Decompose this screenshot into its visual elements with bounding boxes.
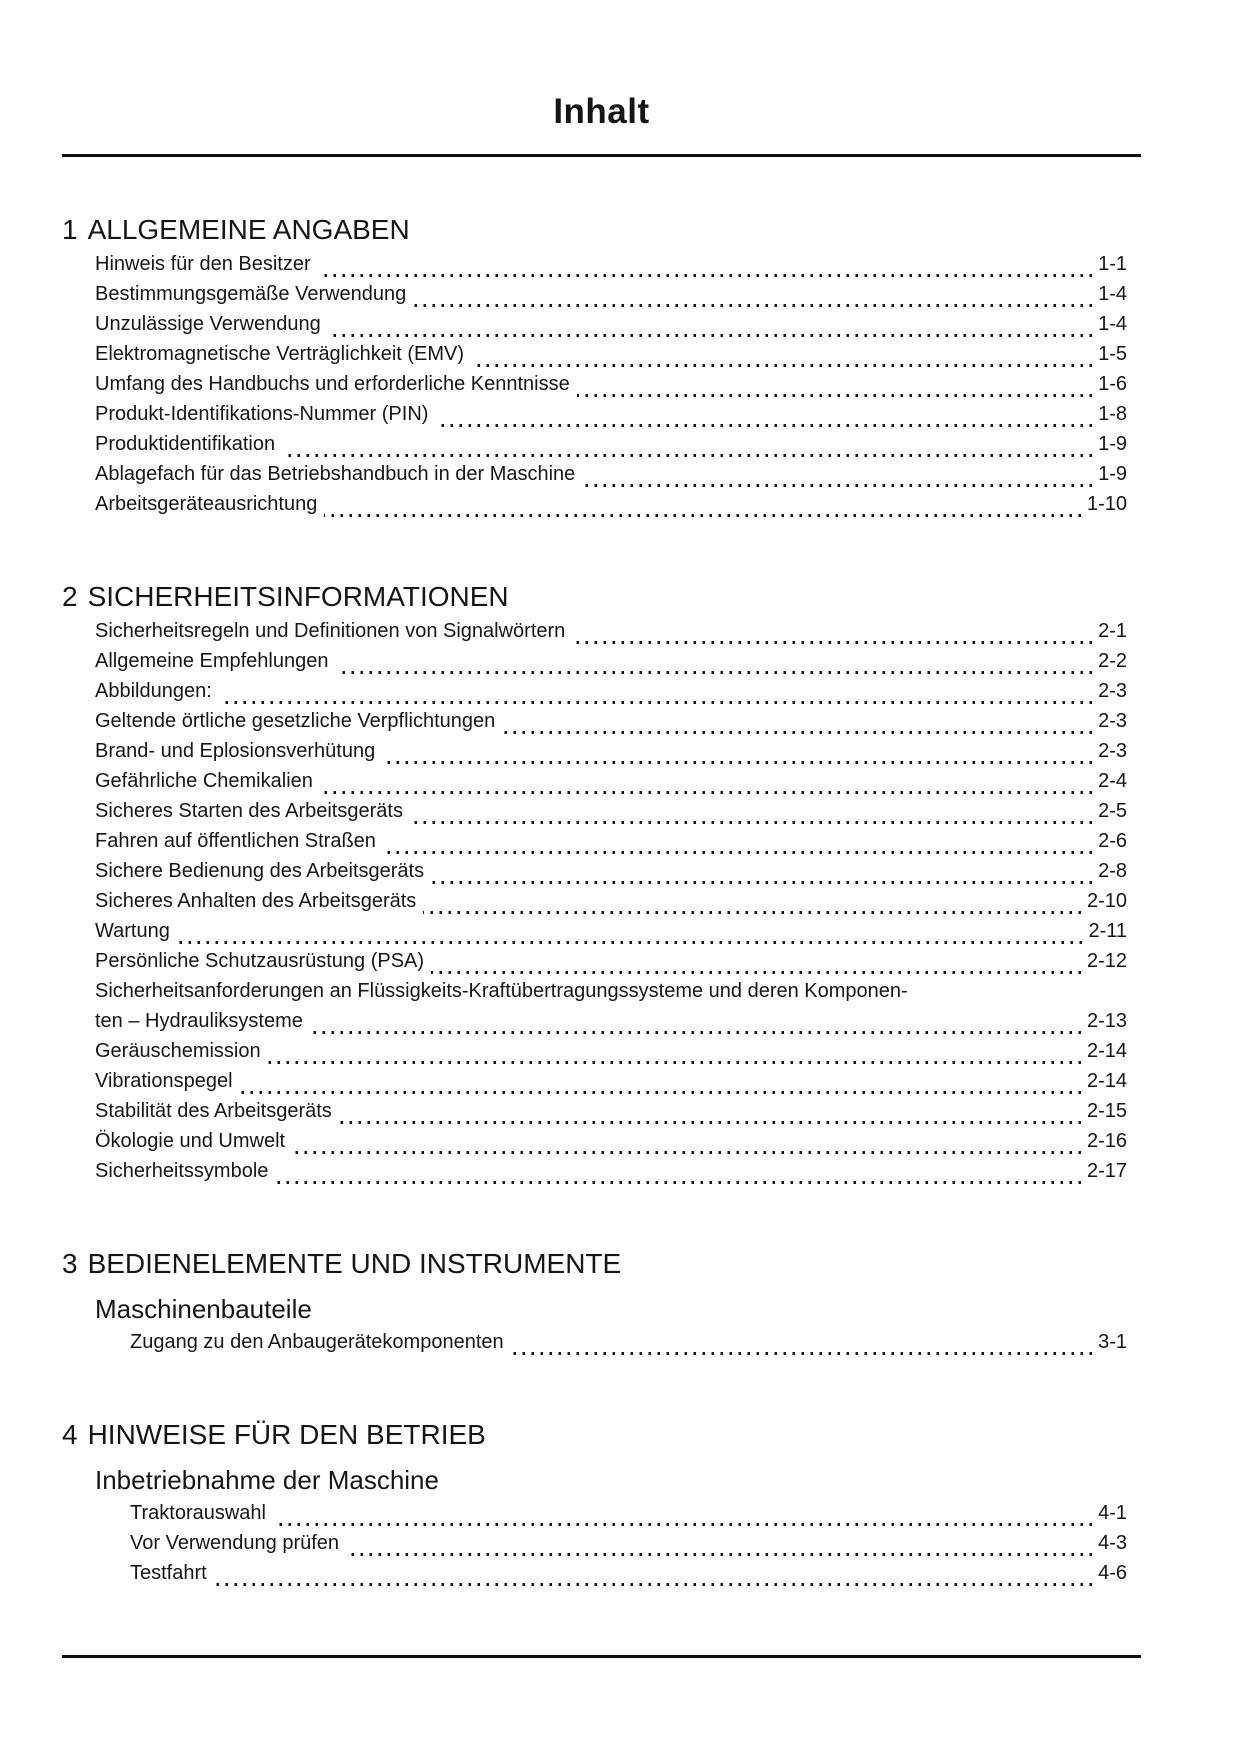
- toc-entry-row: [95, 860, 1127, 890]
- toc-entry-row: [95, 710, 1127, 740]
- dot-leader: [275, 1181, 1081, 1184]
- dot-leader: [292, 1151, 1081, 1154]
- dot-leader: [572, 641, 1092, 644]
- entry-label: Produktidentifikation: [95, 433, 276, 455]
- dot-leader: [435, 424, 1092, 427]
- toc-entry-row: [95, 283, 1127, 313]
- toc-entry-row: [95, 1040, 1127, 1070]
- toc-entry-row: [95, 493, 1127, 523]
- toc-section: [62, 213, 1141, 523]
- entry-label: Sicherheitsregeln und Definitionen von Signalwörtern: [95, 620, 566, 642]
- dot-leader: [423, 911, 1081, 914]
- toc-entry-row: [95, 1130, 1127, 1160]
- dot-leader: [268, 1061, 1081, 1064]
- toc-entry-row: [95, 950, 1127, 980]
- entry-label: Ökologie und Umwelt: [95, 1130, 286, 1152]
- entry-label: Traktorauswahl: [130, 1502, 266, 1524]
- dot-leader: [339, 1121, 1081, 1124]
- entry-label: Vibrationspegel: [95, 1070, 233, 1092]
- entry-label: Umfang des Handbuchs und erforderliche Kenntnisse: [95, 373, 570, 395]
- entry-page-number: 1-9: [1098, 433, 1127, 455]
- entry-page-number: 2-8: [1098, 860, 1127, 882]
- entry-page-number: 2-17: [1086, 1160, 1127, 1182]
- entry-page-number: 2-3: [1098, 680, 1127, 702]
- toc-entry-row: [95, 433, 1127, 463]
- toc-entry-row: [95, 800, 1127, 830]
- entry-page-number: 1-4: [1098, 313, 1127, 335]
- dot-leader: [582, 484, 1092, 487]
- entry-label: Gefährliche Chemikalien: [95, 770, 313, 792]
- toc-entry-row: [95, 890, 1127, 920]
- entry-label: Wartung: [95, 920, 170, 942]
- dot-leader: [240, 1091, 1081, 1094]
- dot-leader: [328, 334, 1092, 337]
- dot-leader: [273, 1523, 1092, 1526]
- toc-entry-row: [95, 650, 1127, 680]
- entry-label: Geltende örtliche gesetzliche Verpflichtungen: [95, 710, 496, 732]
- toc-entry-row: [95, 1160, 1127, 1190]
- entry-page-number: 2-12: [1086, 950, 1127, 972]
- dot-leader: [577, 394, 1092, 397]
- entry-label: Stabilität des Arbeitsgeräts: [95, 1100, 332, 1122]
- section-heading-label: SICHERHEITSINFORMATIONEN: [87, 581, 509, 612]
- toc-sections: [62, 213, 1141, 1592]
- entry-page-number: 4-1: [1098, 1502, 1127, 1524]
- section-heading: [62, 1247, 1141, 1281]
- entry-page-number: 4-6: [1098, 1562, 1127, 1584]
- toc-entry-row: [130, 1331, 1127, 1361]
- dot-leader: [214, 1583, 1092, 1586]
- entry-list: [62, 620, 1141, 1190]
- entry-label: Sicherheitsanforderungen an Flüssigkeits-Kraftübertragungssysteme und deren Komponen-: [95, 980, 908, 1002]
- section-heading-label: HINWEISE FÜR DEN BETRIEB: [87, 1419, 486, 1450]
- toc-entry-row: [130, 1562, 1127, 1592]
- dot-leader: [511, 1352, 1092, 1355]
- toc-entry-row: [95, 1070, 1127, 1100]
- entry-page-number: 2-16: [1086, 1130, 1127, 1152]
- toc-entry-row: [95, 1100, 1127, 1130]
- entry-page-number: 2-4: [1098, 770, 1127, 792]
- entry-list: [62, 1331, 1141, 1361]
- section-heading-label: BEDIENELEMENTE UND INSTRUMENTE: [87, 1248, 622, 1279]
- entry-page-number: 2-15: [1086, 1100, 1127, 1122]
- entry-label: Persönliche Schutzausrüstung (PSA): [95, 950, 425, 972]
- dot-leader: [382, 761, 1092, 764]
- entry-page-number: 1-4: [1098, 283, 1127, 305]
- section-heading: [62, 580, 1141, 614]
- entry-page-number: 1-8: [1098, 403, 1127, 425]
- entry-page-number: 2-1: [1098, 620, 1127, 642]
- entry-label: ten – Hydrauliksysteme: [95, 1010, 303, 1032]
- entry-label: Elektromagnetische Verträglichkeit (EMV): [95, 343, 465, 365]
- dot-leader: [431, 881, 1092, 884]
- entry-label: Abbildungen:: [95, 680, 212, 702]
- dot-leader: [219, 701, 1092, 704]
- entry-label: Unzulässige Verwendung: [95, 313, 321, 335]
- section-number: 1: [62, 214, 78, 245]
- section-heading: [62, 1418, 1141, 1452]
- entry-page-number: 2-11: [1088, 920, 1127, 942]
- dot-leader: [346, 1553, 1092, 1556]
- toc-entry-row: [95, 403, 1127, 433]
- entry-page-number: 2-2: [1098, 650, 1127, 672]
- dot-leader: [310, 1031, 1081, 1034]
- toc-entry-row: [95, 463, 1127, 493]
- entry-label: Ablagefach für das Betriebshandbuch in der Maschine: [95, 463, 576, 485]
- entry-list: [62, 1502, 1141, 1592]
- entry-page-number: 2-14: [1086, 1070, 1127, 1092]
- dot-leader: [502, 731, 1092, 734]
- entry-page-number: 3-1: [1098, 1331, 1127, 1353]
- entry-label: Brand- und Eplosionsverhütung: [95, 740, 376, 762]
- toc-entry-row: [95, 313, 1127, 343]
- section-number: 2: [62, 581, 78, 612]
- toc-entry-row: [95, 980, 1127, 1010]
- entry-label: Bestimmungsgemäße Verwendung: [95, 283, 407, 305]
- page-title: Inhalt: [553, 92, 650, 131]
- dot-leader: [410, 821, 1092, 824]
- dot-leader: [431, 971, 1081, 974]
- entry-label: Sicheres Starten des Arbeitsgeräts: [95, 800, 403, 822]
- dot-leader: [320, 791, 1092, 794]
- entry-page-number: 2-3: [1098, 740, 1127, 762]
- toc-section: [62, 1247, 1141, 1361]
- entry-label: Testfahrt: [130, 1562, 207, 1584]
- dot-leader: [471, 364, 1092, 367]
- entry-page-number: 2-10: [1086, 890, 1127, 912]
- entry-page-number: 2-3: [1098, 710, 1127, 732]
- toc-entry-row: [95, 620, 1127, 650]
- section-heading-label: ALLGEMEINE ANGABEN: [87, 214, 410, 245]
- entry-label: Geräuschemission: [95, 1040, 261, 1062]
- toc-entry-row: [95, 680, 1127, 710]
- toc-entry-row: [95, 830, 1127, 860]
- entry-label: Sicheres Anhalten des Arbeitsgeräts: [95, 890, 417, 912]
- toc-section: [62, 1418, 1141, 1592]
- toc-entry-row: [130, 1532, 1127, 1562]
- entry-label: Vor Verwendung prüfen: [130, 1532, 340, 1554]
- section-heading: [62, 213, 1141, 247]
- bottom-rule-divider: [62, 1655, 1141, 1658]
- toc-entry-row: [95, 770, 1127, 800]
- entry-page-number: 2-14: [1086, 1040, 1127, 1062]
- toc-entry-row: [95, 343, 1127, 373]
- dot-leader: [383, 851, 1092, 854]
- dot-leader: [282, 454, 1092, 457]
- entry-page-number: 4-3: [1098, 1532, 1127, 1554]
- entry-page-number: 1-9: [1098, 463, 1127, 485]
- dot-leader: [318, 274, 1092, 277]
- section-number: 3: [62, 1248, 78, 1279]
- dot-leader: [324, 514, 1081, 517]
- entry-page-number: 1-10: [1086, 493, 1127, 515]
- entry-label: Sichere Bedienung des Arbeitsgeräts: [95, 860, 425, 882]
- entry-label: Arbeitsgeräteausrichtung: [95, 493, 318, 515]
- entry-label: Fahren auf öffentlichen Straßen: [95, 830, 376, 852]
- dot-leader: [336, 671, 1093, 674]
- entry-label: Allgemeine Empfehlungen: [95, 650, 329, 672]
- section-number: 4: [62, 1419, 78, 1450]
- entry-page-number: 2-6: [1098, 830, 1127, 852]
- entry-page-number: 1-6: [1098, 373, 1127, 395]
- entry-label: Produkt-Identifikations-Nummer (PIN): [95, 403, 429, 425]
- entry-page-number: 1-5: [1098, 343, 1127, 365]
- toc-entry-row: [95, 373, 1127, 403]
- subsection-title: Maschinenbauteile: [95, 1294, 312, 1324]
- subsection-title: Inbetriebnahme der Maschine: [95, 1465, 439, 1495]
- entry-page-number: 2-5: [1098, 800, 1127, 822]
- entry-page-number: 2-13: [1086, 1010, 1127, 1032]
- entry-label: Sicherheitssymbole: [95, 1160, 269, 1182]
- entry-label: Zugang zu den Anbaugerätekomponenten: [130, 1331, 504, 1353]
- dot-leader: [413, 304, 1092, 307]
- toc-entry-row: [95, 740, 1127, 770]
- entry-label: Hinweis für den Besitzer: [95, 253, 311, 275]
- entry-page-number: 1-1: [1098, 253, 1127, 275]
- toc-section: [62, 580, 1141, 1190]
- toc-entry-row: [95, 253, 1127, 283]
- page-content: [62, 0, 1141, 1592]
- top-rule-divider: [62, 154, 1141, 157]
- toc-entry-row: [95, 1010, 1127, 1040]
- toc-entry-row: [130, 1502, 1127, 1532]
- entry-list: [62, 253, 1141, 523]
- toc-entry-row: [95, 920, 1127, 950]
- dot-leader: [177, 941, 1083, 944]
